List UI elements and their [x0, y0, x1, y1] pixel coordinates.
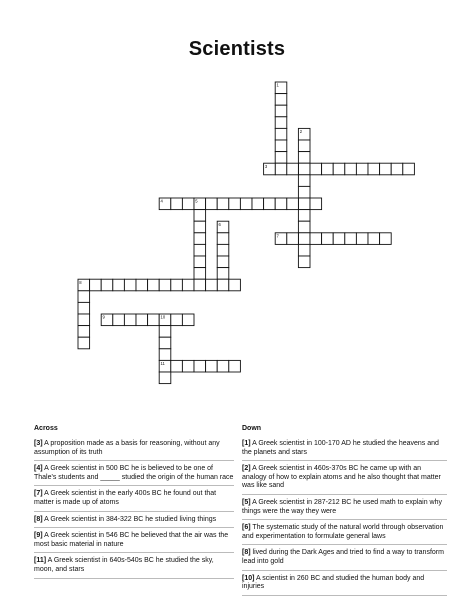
- grid-cell: [182, 360, 194, 372]
- grid-cell: [217, 279, 229, 291]
- grid-cell: [206, 279, 218, 291]
- clue-across-3: [3] A proposition made as a basis for reasoning, without any assumption of its truth: [34, 440, 234, 461]
- clue-across-8: [8] A Greek scientist in 384-322 BC he studied living things: [34, 516, 234, 529]
- grid-cell: [356, 233, 368, 245]
- grid-cell: [287, 163, 299, 175]
- grid-cell: [275, 94, 287, 106]
- grid-cell: [275, 105, 287, 117]
- grid-cell: [287, 198, 299, 210]
- grid-cell: [124, 314, 136, 326]
- grid-cell: [298, 198, 310, 210]
- cell-number: 8: [79, 279, 82, 285]
- grid-cell: [78, 302, 90, 314]
- grid-cell: [159, 337, 171, 349]
- grid-cell: [90, 279, 102, 291]
- page-title: Scientists: [188, 38, 286, 60]
- cell-number: 9: [102, 314, 105, 320]
- grid-cell: [229, 360, 241, 372]
- grid-cell: [194, 210, 206, 222]
- grid-cell: [113, 314, 125, 326]
- grid-cell: [194, 233, 206, 245]
- grid-cell: [159, 349, 171, 361]
- grid-cell: [182, 314, 194, 326]
- grid-cell: [322, 163, 334, 175]
- grid-cell: [171, 198, 183, 210]
- grid-cell: [206, 198, 218, 210]
- grid-cell: [298, 256, 310, 268]
- grid-cell: [136, 279, 148, 291]
- grid-cell: [194, 268, 206, 280]
- clue-down-2: [2] A Greek scientist in 460s-370s BC he came up with an analogy of how to explain atoms and he also thought that matter was like sand: [242, 465, 447, 495]
- grid-cell: [148, 314, 160, 326]
- grid-cell: [275, 198, 287, 210]
- grid-cell: [403, 163, 415, 175]
- grid-cell: [298, 140, 310, 152]
- cell-number: 1: [276, 82, 279, 88]
- grid-cell: [275, 140, 287, 152]
- grid-cell: [229, 279, 241, 291]
- clue-down-1: [1] A Greek scientist in 100-170 AD he studied the heavens and the planets and stars: [242, 440, 447, 461]
- grid-cell: [159, 372, 171, 384]
- grid-cell: [345, 163, 357, 175]
- grid-cell: [78, 337, 90, 349]
- grid-cell: [391, 163, 403, 175]
- cell-number: 2: [299, 129, 303, 134]
- grid-cell: [298, 210, 310, 222]
- grid-cell: [298, 221, 310, 233]
- grid-cell: [252, 198, 264, 210]
- grid-cell: [124, 279, 136, 291]
- grid-cell: [298, 152, 310, 164]
- clue-down-5: [5] A Greek scientist in 287-212 BC he used math to explain why things were the way they were: [242, 499, 447, 520]
- cell-number: 4: [160, 198, 163, 204]
- grid-cell: [345, 233, 357, 245]
- clue-down-8: [8] lived during the Dark Ages and tried to find a way to transform lead into gold: [242, 549, 447, 570]
- grid-cell: [229, 198, 241, 210]
- grid-cell: [182, 279, 194, 291]
- grid-cell: [171, 360, 183, 372]
- grid-cell: [159, 326, 171, 338]
- grid-cell: [240, 198, 252, 210]
- grid-cell: [101, 279, 113, 291]
- grid-cell: [356, 163, 368, 175]
- cell-number: 5: [195, 198, 198, 204]
- grid-cell: [298, 163, 310, 175]
- clue-down-10: [10] A scientist in 260 BC and studied the human body and injuries: [242, 575, 447, 596]
- cell-number: 7: [276, 233, 279, 239]
- clue-across-9: [9] A Greek scientist in 546 BC he believed that the air was the most basic material in nature: [34, 532, 234, 553]
- grid-cell: [194, 360, 206, 372]
- grid-cell: [194, 256, 206, 268]
- grid-cell: [275, 117, 287, 129]
- grid-cell: [333, 163, 345, 175]
- grid-cell: [322, 233, 334, 245]
- clue-across-11: [11] A Greek scientist in 640s-540s BC he studied the sky, moon, and stars: [34, 557, 234, 578]
- grid-cell: [275, 128, 287, 140]
- across-clue-list: [34, 440, 234, 583]
- grid-cell: [298, 233, 310, 245]
- grid-cell: [78, 326, 90, 338]
- grid-cell: [368, 163, 380, 175]
- grid-cell: [380, 233, 392, 245]
- cell-number: 3: [264, 163, 268, 169]
- grid-cell: [380, 163, 392, 175]
- grid-cell: [333, 233, 345, 245]
- grid-cell: [264, 198, 276, 210]
- grid-cell: [206, 360, 218, 372]
- grid-cell: [78, 314, 90, 326]
- grid-cell: [171, 314, 183, 326]
- grid-cell: [298, 186, 310, 198]
- grid-cell: [310, 233, 322, 245]
- grid-cell: [171, 279, 183, 291]
- grid-cell: [217, 233, 229, 245]
- grid-cell: [217, 256, 229, 268]
- grid-cell: [78, 291, 90, 303]
- grid-cell: [194, 221, 206, 233]
- grid-cell: [148, 279, 160, 291]
- grid-cell: [113, 279, 125, 291]
- grid-cell: [217, 244, 229, 256]
- cell-number: 6: [218, 221, 221, 227]
- grid-cell: [194, 244, 206, 256]
- clue-across-4: [4] A Greek scientist in 500 BC he is believed to be one of Thale's students and _____ studied the origin of the human race: [34, 465, 234, 486]
- across-heading: Across: [34, 425, 58, 432]
- grid-cell: [275, 163, 287, 175]
- grid-cell: [275, 152, 287, 164]
- grid-cell: [159, 279, 171, 291]
- grid-cell: [194, 279, 206, 291]
- grid-cell: [217, 198, 229, 210]
- cell-number: 11: [160, 361, 165, 366]
- grid-cell: [217, 268, 229, 280]
- down-heading: Down: [242, 425, 262, 432]
- grid-cell: [310, 198, 322, 210]
- cell-number: 10: [160, 314, 166, 320]
- grid-cell: [310, 163, 322, 175]
- grid-cell: [182, 198, 194, 210]
- grid-cell: [368, 233, 380, 245]
- clue-down-6: [6] The systematic study of the natural world through observation and experimentation to formulate general laws: [242, 524, 447, 545]
- grid-cell: [298, 244, 310, 256]
- clue-across-7: [7] A Greek scientist in the early 400s BC he found out that matter is made up of atoms: [34, 490, 234, 511]
- grid-cell: [217, 360, 229, 372]
- down-clue-list: [242, 440, 447, 600]
- grid-cell: [298, 175, 310, 187]
- grid-cell: [136, 314, 148, 326]
- grid-cell: [287, 233, 299, 245]
